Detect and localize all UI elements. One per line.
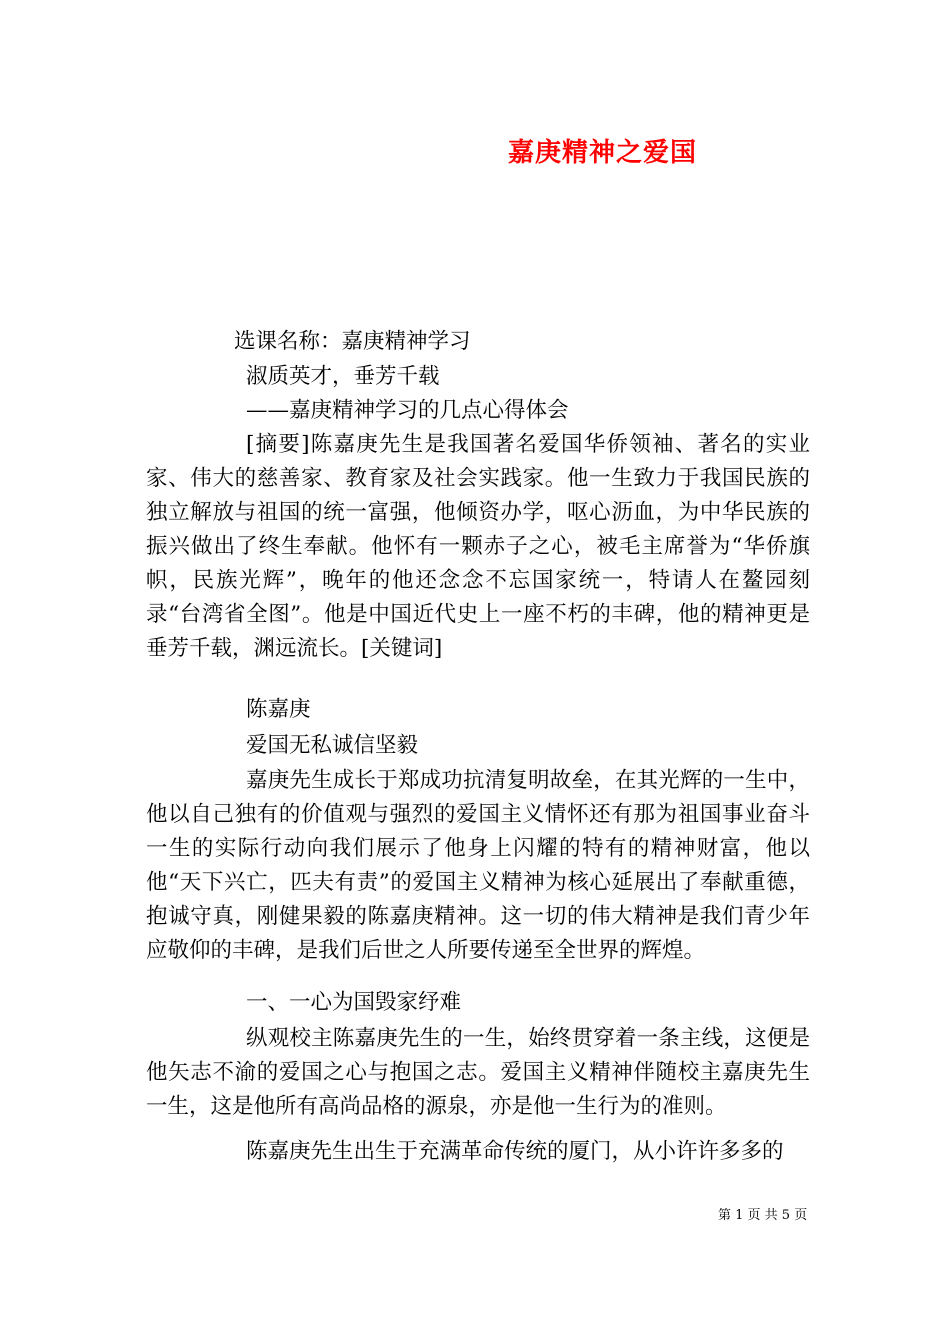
section-heading: 一、一心为国毁家纾难 [246,990,462,1015]
course-name-line: 选课名称：嘉庚精神学习 [234,329,471,354]
essay-dash-subtitle: ——嘉庚精神学习的几点心得体会 [246,398,569,423]
essay-subtitle: 淑质英才，垂芳千载 [246,364,440,389]
document-title: 嘉庚精神之爱国 [508,138,698,168]
body-paragraph: 纵观校主陈嘉庚先生的一生，始终贯穿着一条主线，这便是他矢志不渝的爱国之心与抱国之志。爱国主义精神伴随校主嘉庚先生一生，这是他所有高尚品格的源泉，亦是他一生行为的准则。 [146,1026,810,1119]
keyword-name: 陈嘉庚 [246,697,311,722]
body-paragraph-continued: 陈嘉庚先生出生于充满革命传统的厦门，从小许许多多的 [246,1139,784,1164]
intro-paragraph: 嘉庚先生成长于郑成功抗清复明故垒，在其光辉的一生中，他以自己独有的价值观与强烈的爱国主义情怀还有那为祖国事业奋斗一生的实际行动向我们展示了他身上闪耀的特有的精神财富，他以他“天下兴亡，匹夫有责”的爱国主义精神为核心延展出了奉献重德，抱诚守真，刚健果毅的陈嘉庚精神。这一切的伟大精神是我们青少年应敬仰的丰碑，是我们后世之人所要传递至全世界的辉煌。 [146,768,810,963]
abstract-paragraph: [摘要]陈嘉庚先生是我国著名爱国华侨领袖、著名的实业家、伟大的慈善家、教育家及社会实践家。他一生致力于我国民族的独立解放与祖国的统一富强，他倾资办学，呕心沥血，为中华民族的振兴做出了终生奉献。他怀有一颗赤子之心，被毛主席誉为“华侨旗帜，民族光辉”，晚年的他还念念不忘国家统一，特请人在鳌园刻录“台湾省全图”。他是中国近代史上一座不朽的丰碑，他的精神更是垂芳千载，渊远流长。[关键词] [146,432,810,661]
keyword-list: 爱国无私诚信坚毅 [246,733,419,758]
page-footer: 第 1 页 共 5 页 [718,1208,808,1223]
